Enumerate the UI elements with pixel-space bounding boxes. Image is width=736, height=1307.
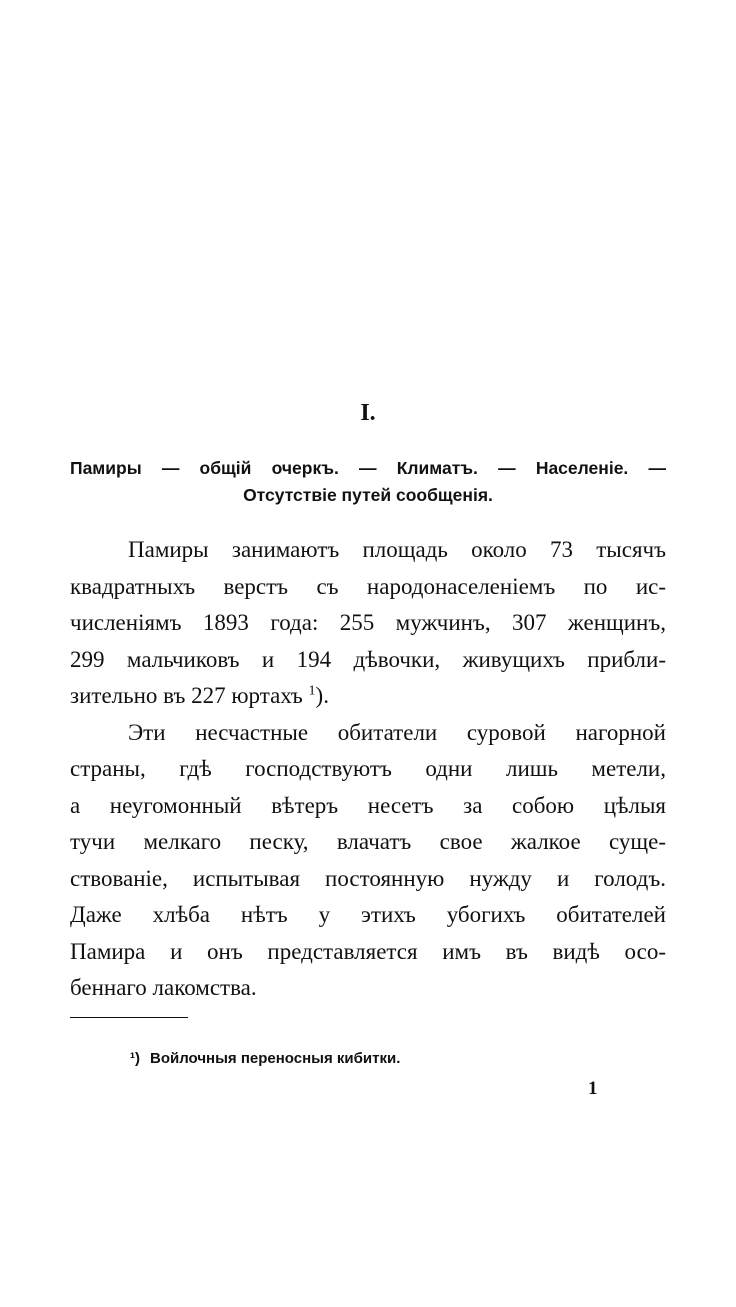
chapter-heading-line: Памиры — общій очеркъ. — Климатъ. — Населеніе. — (70, 458, 666, 478)
text-fragment: ). (315, 683, 329, 708)
text-fragment: зительно въ 227 юртахъ (70, 683, 303, 708)
paragraph (70, 532, 666, 715)
text-line: ствованіе, испытывая постоянную нужду и голодъ. (70, 865, 666, 891)
text-line (70, 678, 666, 715)
text-line: численіямъ 1893 года: 255 мужчинъ, 307 женщинъ, (70, 610, 666, 635)
text-line: страны, гдѣ господствуютъ одни лишь метели, (70, 756, 666, 781)
chapter-number: I. (360, 400, 376, 426)
footnote-divider (70, 1017, 188, 1018)
text-line: квадратныхъ верстъ съ народонаселеніемъ по ис- (70, 573, 666, 599)
footnote (130, 1048, 400, 1070)
text-line: Даже хлѣба нѣтъ у этихъ убогихъ обитателей (70, 902, 666, 927)
footnote-text: Войлочныя переносныя кибитки. (150, 1050, 401, 1067)
footnote-marker: ¹) (130, 1050, 140, 1067)
text-line: беннаго лакомства. (70, 975, 257, 1000)
text-line: тучи мелкаго песку, влачатъ свое жалкое суще- (70, 829, 666, 854)
text-line: 299 мальчиковъ и 194 дѣвочки, живущихъ прибли- (70, 646, 666, 672)
text-line: а неугомонный вѣтеръ несетъ за собою цѣлыя (70, 792, 666, 818)
body-text (70, 532, 666, 1007)
chapter-heading-line: Отсутствіе путей сообщенія. (243, 485, 493, 505)
text-line: Эти несчастные обитатели суровой нагорной (128, 719, 666, 745)
footnote-reference: 1 (308, 683, 316, 699)
text-line: Памиры занимаютъ площадь около 73 тысячъ (128, 537, 666, 562)
paragraph (70, 715, 666, 1007)
page-number: 1 (588, 1078, 598, 1099)
text-line: Памира и онъ представляется имъ въ видѣ осо- (70, 938, 666, 964)
chapter-heading (70, 455, 666, 509)
